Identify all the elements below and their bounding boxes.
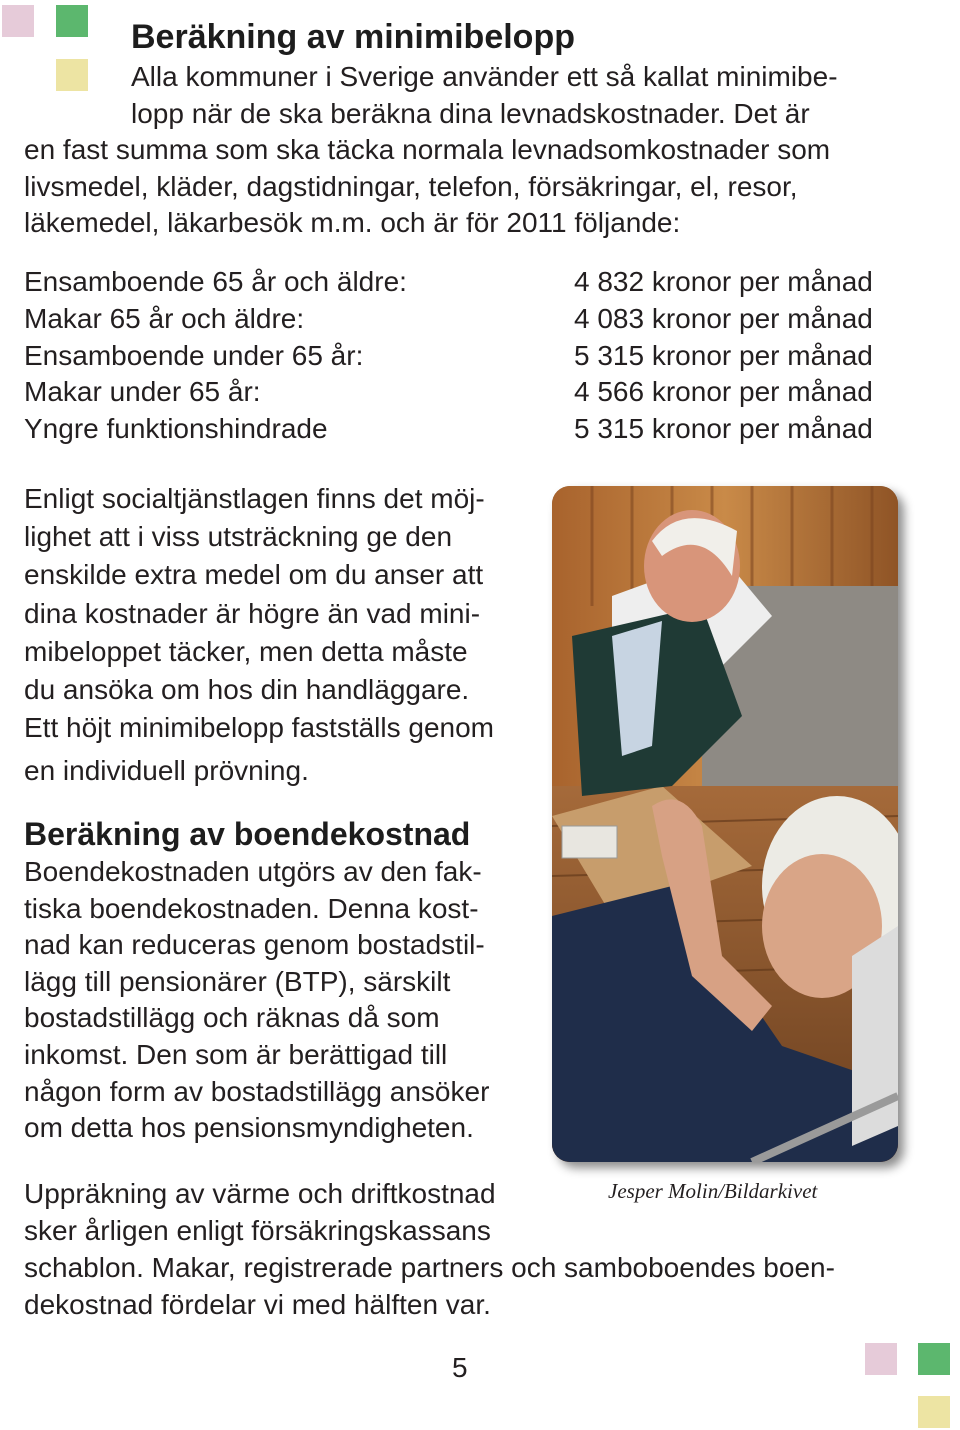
photo-credit: Jesper Molin/Bildarkivet [608, 1179, 818, 1203]
social-services-paragraph [24, 480, 554, 791]
amount-row-value: 5 315 kronor per månad [574, 339, 873, 371]
intro-line: läkemedel, läkarbesök m.m. och är för 2011 följande: [24, 207, 681, 238]
housing-line: Boendekostnaden utgörs av den fak- [24, 856, 482, 887]
amount-row-value: 5 315 kronor per månad [574, 413, 873, 445]
amount-row [24, 338, 914, 375]
amount-row [24, 374, 914, 411]
section-heading-minimibelopp: Beräkning av minimibelopp [131, 18, 575, 56]
housing-line: om detta hos pensionsmyndigheten. [24, 1112, 474, 1144]
housing-line: någon form av bostadstillägg ansöker [24, 1075, 490, 1107]
amount-row-label: Yngre funktionshindrade [24, 413, 328, 445]
housing-cost-paragraph [24, 854, 554, 1147]
amount-row [24, 301, 914, 338]
uprakning-paragraph [24, 1175, 924, 1323]
social-line: dina kostnader är högre än vad mini- [24, 597, 481, 629]
uprakning-line: schablon. Makar, registrerade partners och samboboendes boen- [24, 1252, 835, 1283]
decor-square-pink [865, 1343, 897, 1375]
uprakning-line: sker årligen enligt försäkringskassans [24, 1215, 491, 1246]
social-line: lighet att i viss utsträckning ge den [24, 521, 453, 553]
intro-paragraph [24, 59, 914, 242]
social-line: enskilde extra medel om du anser att [24, 559, 484, 591]
decor-square-pink [2, 5, 34, 37]
intro-line: en fast summa som ska täcka normala levnadsomkostnader som [24, 134, 831, 165]
uprakning-line: Uppräkning av värme och driftkostnad [24, 1178, 496, 1209]
housing-line: tiska boendekostnaden. Denna kost- [24, 892, 479, 924]
decor-square-green [56, 5, 88, 37]
social-line: Enligt socialtjänstlagen finns det möj- [24, 483, 485, 514]
section-heading-boendekostnad: Beräkning av boendekostnad [24, 816, 471, 852]
housing-line: inkomst. Den som är berättigad till [24, 1038, 448, 1070]
social-line: Ett höjt minimibelopp fastställs genom [24, 712, 494, 744]
amount-row-value: 4 832 kronor per månad [574, 266, 873, 297]
page-number: 5 [452, 1352, 468, 1383]
amount-row-value: 4 566 kronor per månad [574, 376, 873, 408]
social-line: mibeloppet täcker, men detta måste [24, 635, 468, 667]
housing-line: bostadstillägg och räknas då som [24, 1002, 440, 1034]
housing-line: lägg till pensionärer (BTP), särskilt [24, 965, 451, 997]
amount-row-label: Ensamboende under 65 år: [24, 339, 364, 371]
intro-line: livsmedel, kläder, dagstidningar, telefon, försäkringar, el, resor, [24, 170, 798, 202]
amount-row-value: 4 083 kronor per månad [574, 302, 873, 334]
intro-line: lopp när de ska beräkna dina levnadskostnader. Det är [131, 97, 810, 129]
decor-square-green [918, 1343, 950, 1375]
amount-row [24, 411, 914, 448]
minimum-amounts-table [24, 264, 914, 448]
uprakning-line: dekostnad fördelar vi med hälften var. [24, 1289, 491, 1320]
social-line: en individuell prövning. [24, 755, 309, 787]
amount-row-label: Makar under 65 år: [24, 376, 261, 408]
decor-square-yellow [918, 1396, 950, 1428]
amount-row-label: Makar 65 år och äldre: [24, 302, 305, 334]
housing-line: nad kan reduceras genom bostadstil- [24, 929, 485, 961]
amount-row-label: Ensamboende 65 år och äldre: [24, 266, 407, 297]
elderly-couple-photo [552, 486, 898, 1162]
intro-line: Alla kommuner i Sverige använder ett så kallat minimibe- [131, 61, 838, 92]
amount-row [24, 264, 914, 301]
social-line: du ansöka om hos din handläggare. [24, 674, 470, 706]
